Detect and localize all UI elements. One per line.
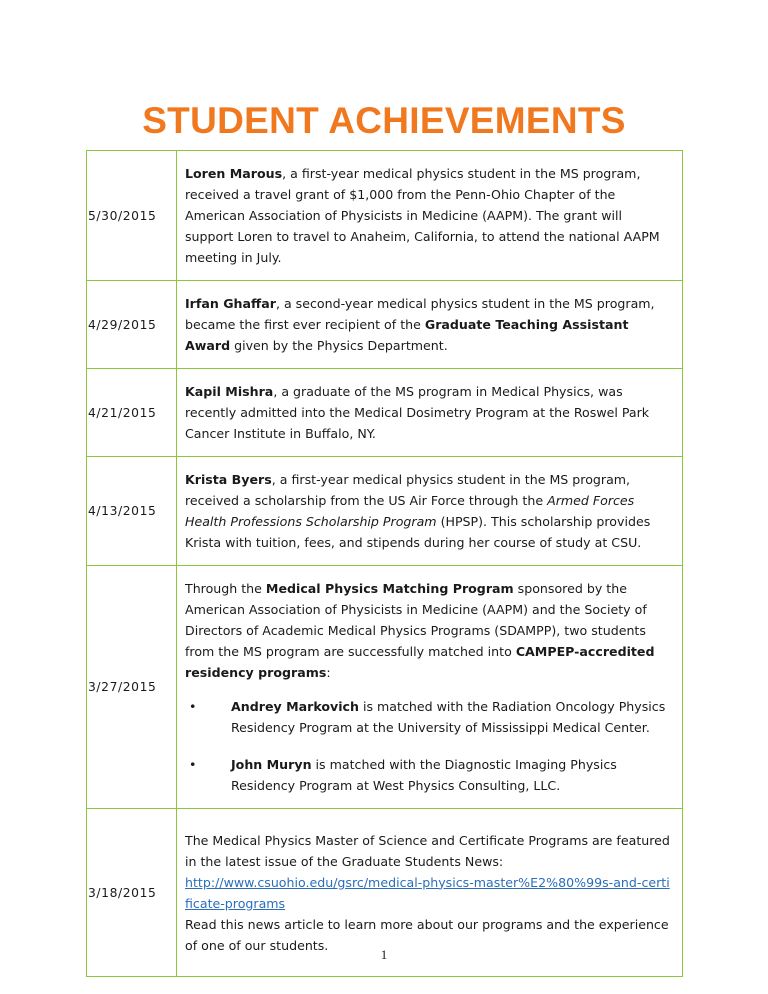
row-content	[177, 151, 683, 281]
program-name: Medical Physics Matching Program	[265, 581, 514, 596]
row-text: is matched with the Diagnostic Imaging Physics Residency Program at West Physics Consulting, LLC.	[231, 757, 617, 793]
row-date: 3/27/2015	[87, 566, 177, 809]
row-text: , a first-year medical physics student in the MS program, received a scholarship from the US Air Force through the	[185, 472, 631, 508]
table-row	[87, 369, 683, 457]
bullet-icon: •	[189, 699, 197, 714]
row-text: given by the Physics Department.	[230, 338, 448, 353]
residency-name: CAMPEP-accredited residency programs	[185, 644, 655, 680]
table-row	[87, 151, 683, 281]
row-text: Read this news article to learn more about our programs and the experience of one of our students.	[185, 916, 669, 953]
table-row	[87, 281, 683, 369]
row-date: 4/21/2015	[87, 369, 177, 457]
row-text: is matched with the Radiation Oncology Physics Residency Program at the University of Mississippi Medical Center.	[231, 699, 666, 735]
row-content	[177, 457, 683, 566]
page-number: 1	[380, 947, 388, 962]
page-title: STUDENT ACHIEVEMENTS	[142, 100, 626, 141]
achievements-table	[86, 150, 683, 977]
row-content	[177, 369, 683, 457]
row-text: sponsored by the American Association of Physicists in Medicine (AAPM) and the Society of Directors of Academic Medical Physics Programs (SDAMPP), two students from the MS program are successfully matched into	[185, 581, 647, 659]
row-text: Through the	[185, 581, 266, 596]
student-name: Krista Byers	[185, 472, 272, 487]
row-content	[177, 566, 683, 809]
row-text: :	[326, 665, 331, 680]
row-date: 4/29/2015	[87, 281, 177, 369]
award-name: Graduate Teaching Assistant Award	[185, 317, 629, 353]
row-text: , a graduate of the MS program in Medical Physics, was recently admitted into the Medical Dosimetry Program at the Roswel Park Cancer Institute in Buffalo, NY.	[185, 384, 650, 441]
row-text: The Medical Physics Master of Science and Certificate Programs are featured in the latest issue of the Graduate Students News:	[185, 832, 670, 869]
table-row	[87, 457, 683, 566]
match-list	[185, 696, 674, 796]
row-text: , a second-year medical physics student in the MS program, became the first ever recipient of the	[185, 296, 655, 332]
program-name: Armed Forces Health Professions Scholarship Program	[185, 493, 635, 529]
student-name: Irfan Ghaffar	[185, 296, 276, 311]
table-row	[87, 566, 683, 809]
student-name: John Muryn	[231, 757, 312, 772]
row-date: 4/13/2015	[87, 457, 177, 566]
student-name: Andrey Markovich	[231, 699, 359, 714]
row-content	[177, 281, 683, 369]
row-text: (HPSP). This scholarship provides Krista with tuition, fees, and stipends during her course of study at CSU.	[185, 514, 651, 550]
news-article-link[interactable]: http://www.csuohio.edu/gsrc/medical-physics-master%E2%80%99s-and-certificate-programs	[185, 874, 670, 911]
student-name: Loren Marous	[185, 166, 283, 181]
row-date: 3/18/2015	[87, 809, 177, 977]
list-item	[189, 696, 674, 738]
row-text: , a first-year medical physics student in the MS program, received a travel grant of $1,000 from the Penn-Ohio Chapter of the American Association of Physicists in Medicine (AAPM). The grant will support Loren to travel to Anaheim, California, to attend the national AAPM meeting in July.	[185, 166, 660, 265]
row-date: 5/30/2015	[87, 151, 177, 281]
bullet-icon: •	[189, 757, 197, 772]
list-item	[189, 754, 674, 796]
student-name: Kapil Mishra	[185, 384, 274, 399]
